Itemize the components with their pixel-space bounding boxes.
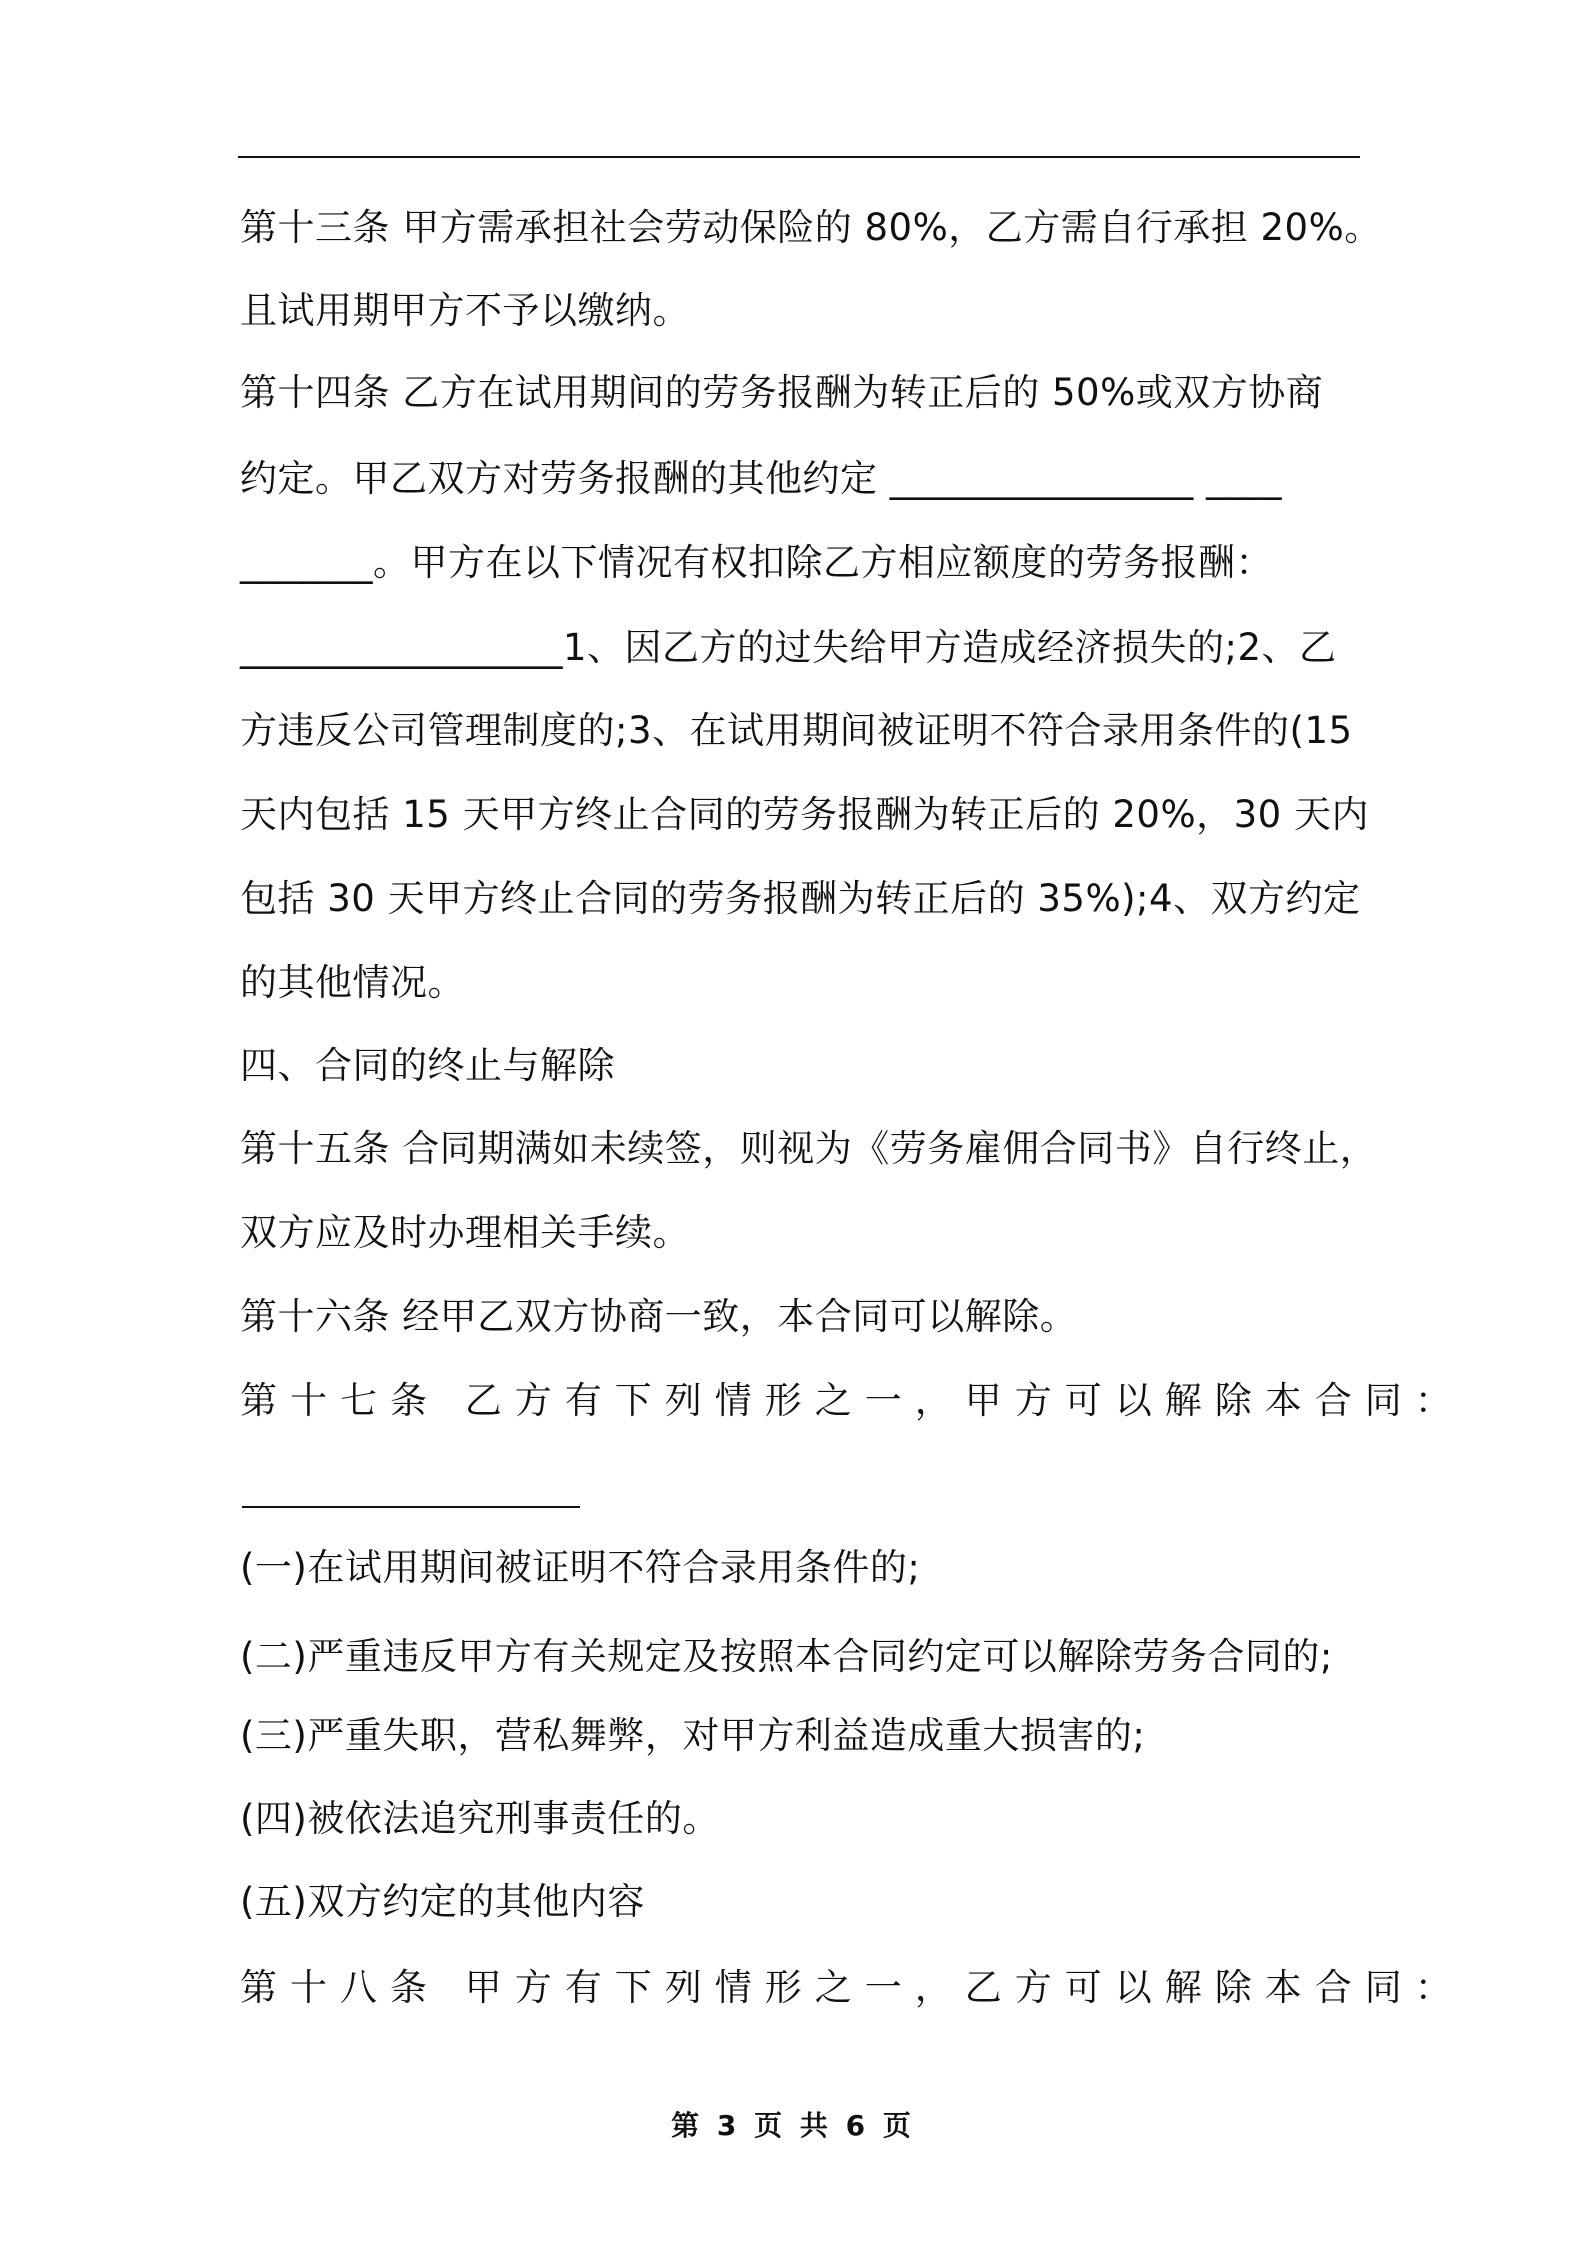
text-line: 双方应及时办理相关手续。 (240, 1211, 690, 1254)
list-item: (五)双方约定的其他内容 (240, 1880, 645, 1923)
text-line: 且试用期甲方不予以缴纳。 (240, 289, 690, 332)
section-heading: 四、合同的终止与解除 (240, 1044, 615, 1087)
text-line: 第十六条 经甲乙双方协商一致，本合同可以解除。 (240, 1295, 1078, 1338)
text-line: 约定。甲乙双方对劳务报酬的其他约定 ________________ ____ (240, 457, 1283, 500)
text-line: 第十三条 甲方需承担社会劳动保险的 80%，乙方需自行承担 20%。 (240, 206, 1382, 249)
text-line: 第十五条 合同期满如未续签，则视为《劳务雇佣合同书》自行终止， (240, 1127, 1378, 1170)
header-rule (238, 156, 1360, 158)
list-item: (三)严重失职，营私舞弊，对甲方利益造成重大损害的; (240, 1714, 1146, 1757)
text-line: _________________1、因乙方的过失给甲方造成经济损失的;2、乙 (240, 626, 1337, 669)
text-line: 第十八条 甲方有下列情形之一，乙方可以解除本合同： (240, 1966, 1465, 2009)
text-line: 天内包括 15 天甲方终止合同的劳务报酬为转正后的 20%，30 天内 (240, 793, 1369, 836)
page-number: 第 3 页 共 6 页 (671, 2109, 915, 2142)
text-line: 第十四条 乙方在试用期间的劳务报酬为转正后的 50%或双方协商 (240, 371, 1324, 414)
text-line: 方违反公司管理制度的;3、在试用期间被证明不符合录用条件的(15 (240, 709, 1353, 752)
list-item: (一)在试用期间被证明不符合录用条件的; (240, 1546, 921, 1589)
text-line: 第十七条 乙方有下列情形之一，甲方可以解除本合同： (240, 1379, 1465, 1422)
text-line: 的其他情况。 (240, 961, 465, 1004)
text-line: _______。甲方在以下情况有权扣除乙方相应额度的劳务报酬： (240, 541, 1273, 584)
list-item: (四)被依法追究刑事责任的。 (240, 1797, 720, 1840)
fill-in-blank (242, 1506, 580, 1508)
list-item: (二)严重违反甲方有关规定及按照本合同约定可以解除劳务合同的; (240, 1635, 1333, 1678)
text-line: 包括 30 天甲方终止合同的劳务报酬为转正后的 35%);4、双方约定 (240, 877, 1361, 920)
